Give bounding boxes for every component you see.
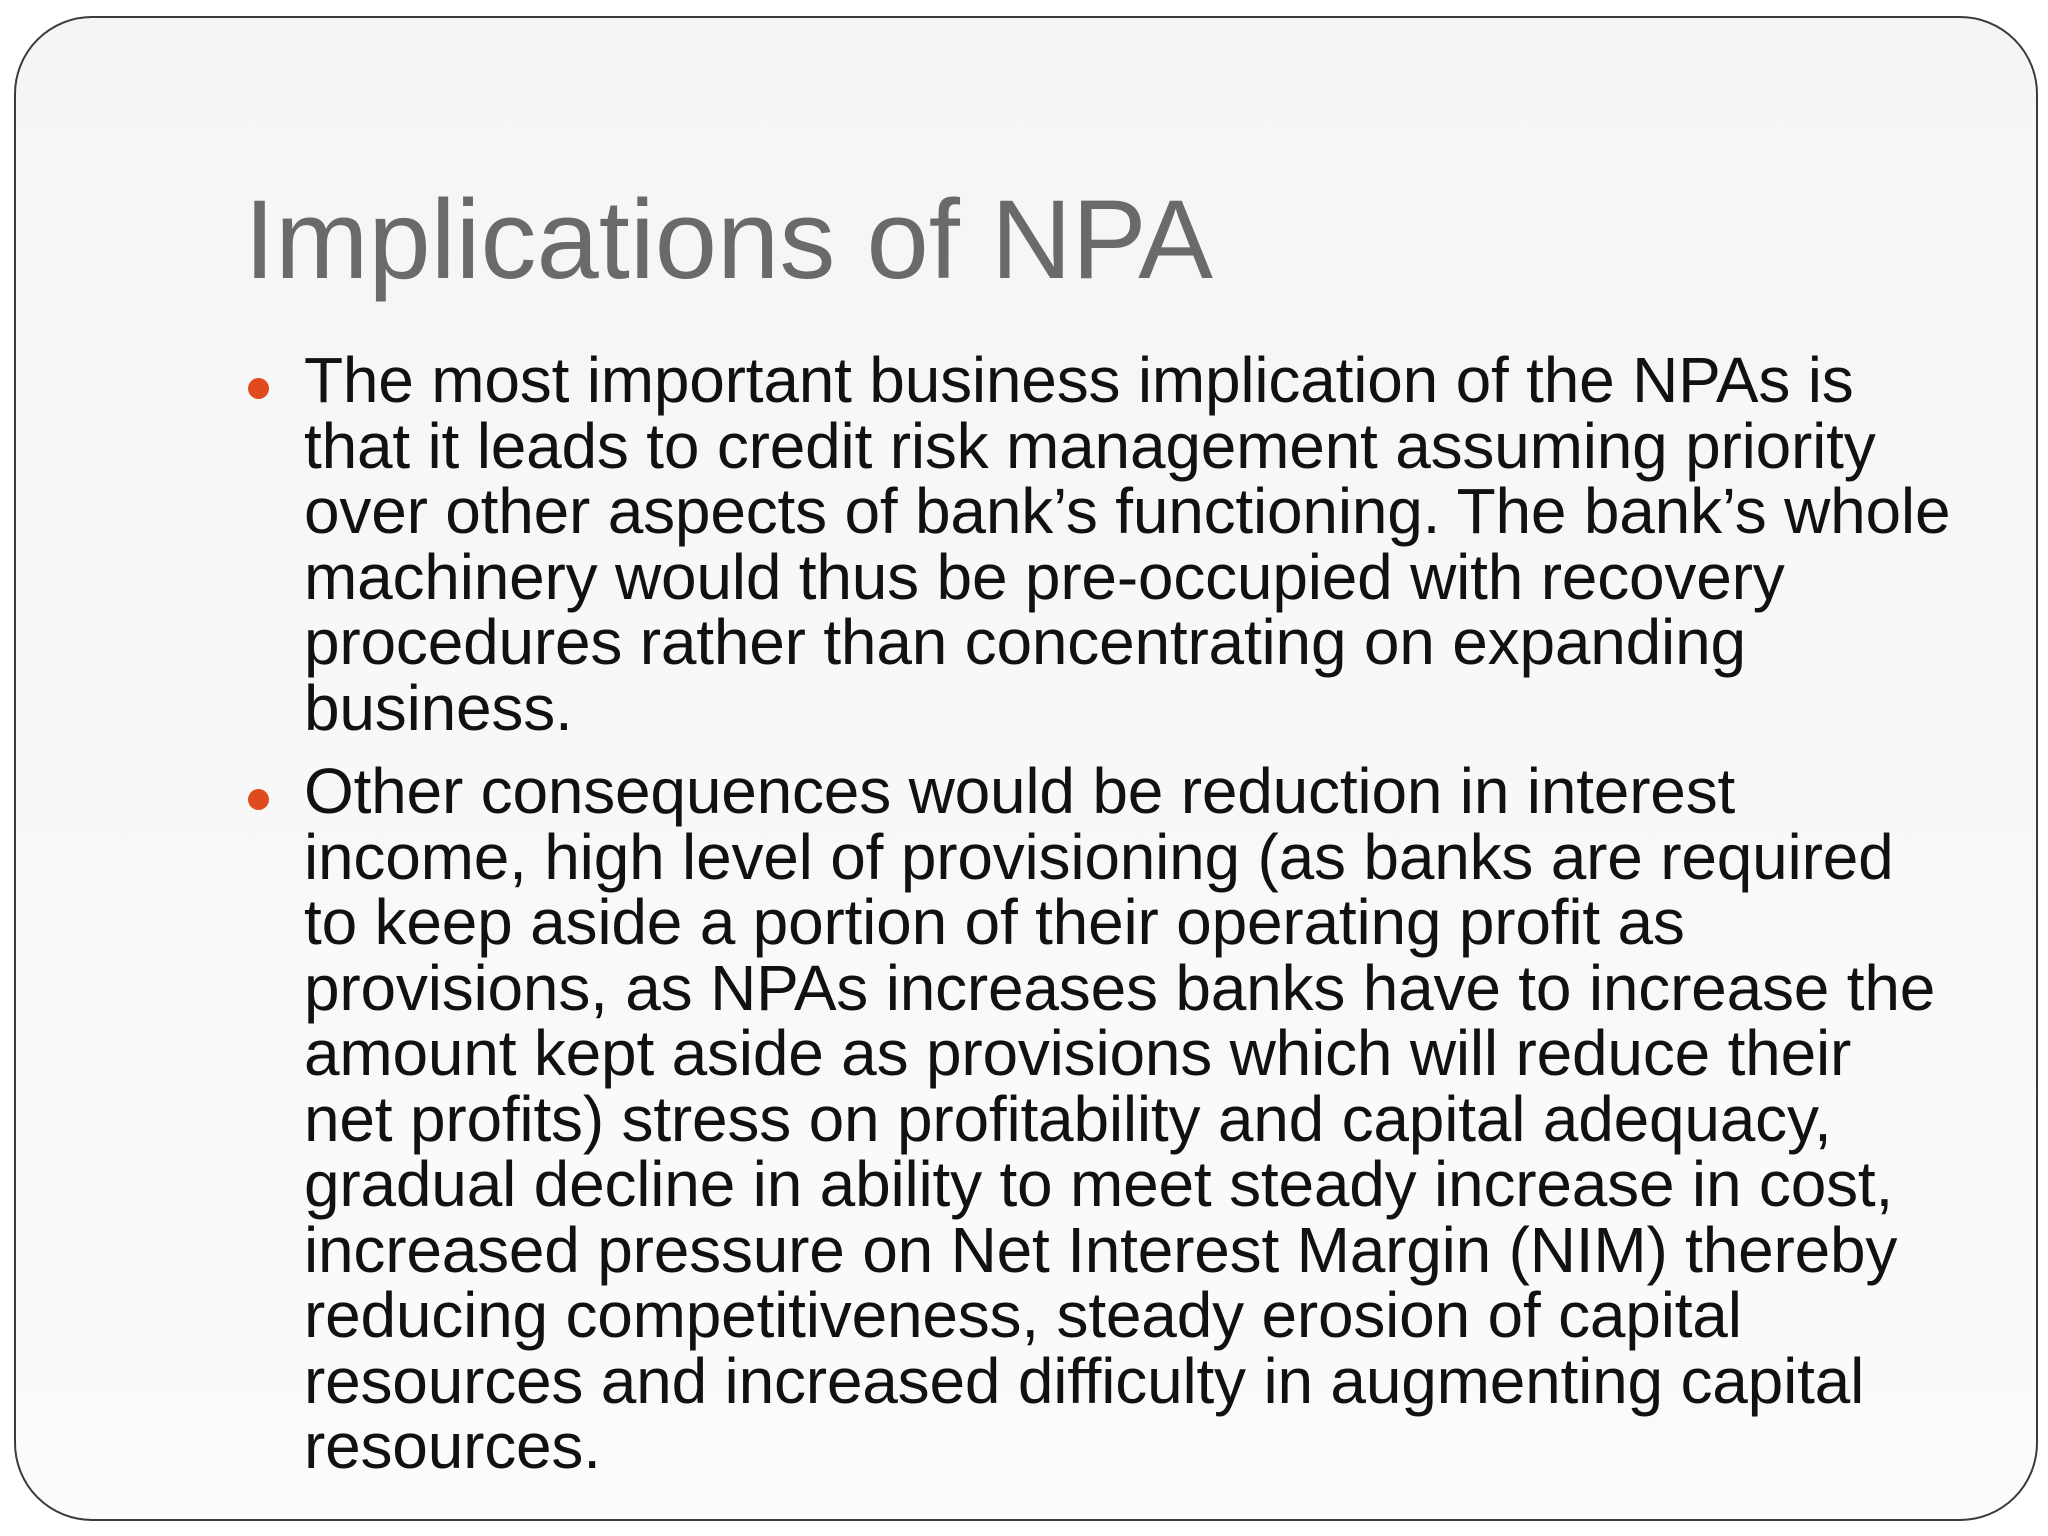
bullet-text: Other consequences would be reduction in interest income, high level of provisioning (as banks are required to keep aside a portion of their operating profit as provisions, as NPAs increases banks have to increase the amount kept aside as provisions which will reduce their net profits) stress on profitability and capital adequacy, gradual decline in ability to meet steady increase in cost, increased pressure on Net Interest Margin (NIM) thereby reducing competitiveness, steady erosion of capital resources and increased difficulty in augmenting capital resources. [304,755,1936,1482]
bullet-item-other-consequences [244,755,1954,1482]
bullet-dot-icon [248,378,269,399]
bullet-dot-icon [248,789,269,810]
bullet-item-business-implication [244,344,1954,744]
slide-frame [14,16,2038,1521]
bullet-list [244,344,1954,1498]
slide-title: Implications of NPA [244,177,1213,302]
bullet-text: The most important business implication of the NPAs is that it leads to credit risk management assuming priority over other aspects of bank’s functioning. The bank’s whole machinery would thus be pre-occupied with recovery procedures rather than concentrating on expanding business. [304,344,1951,744]
